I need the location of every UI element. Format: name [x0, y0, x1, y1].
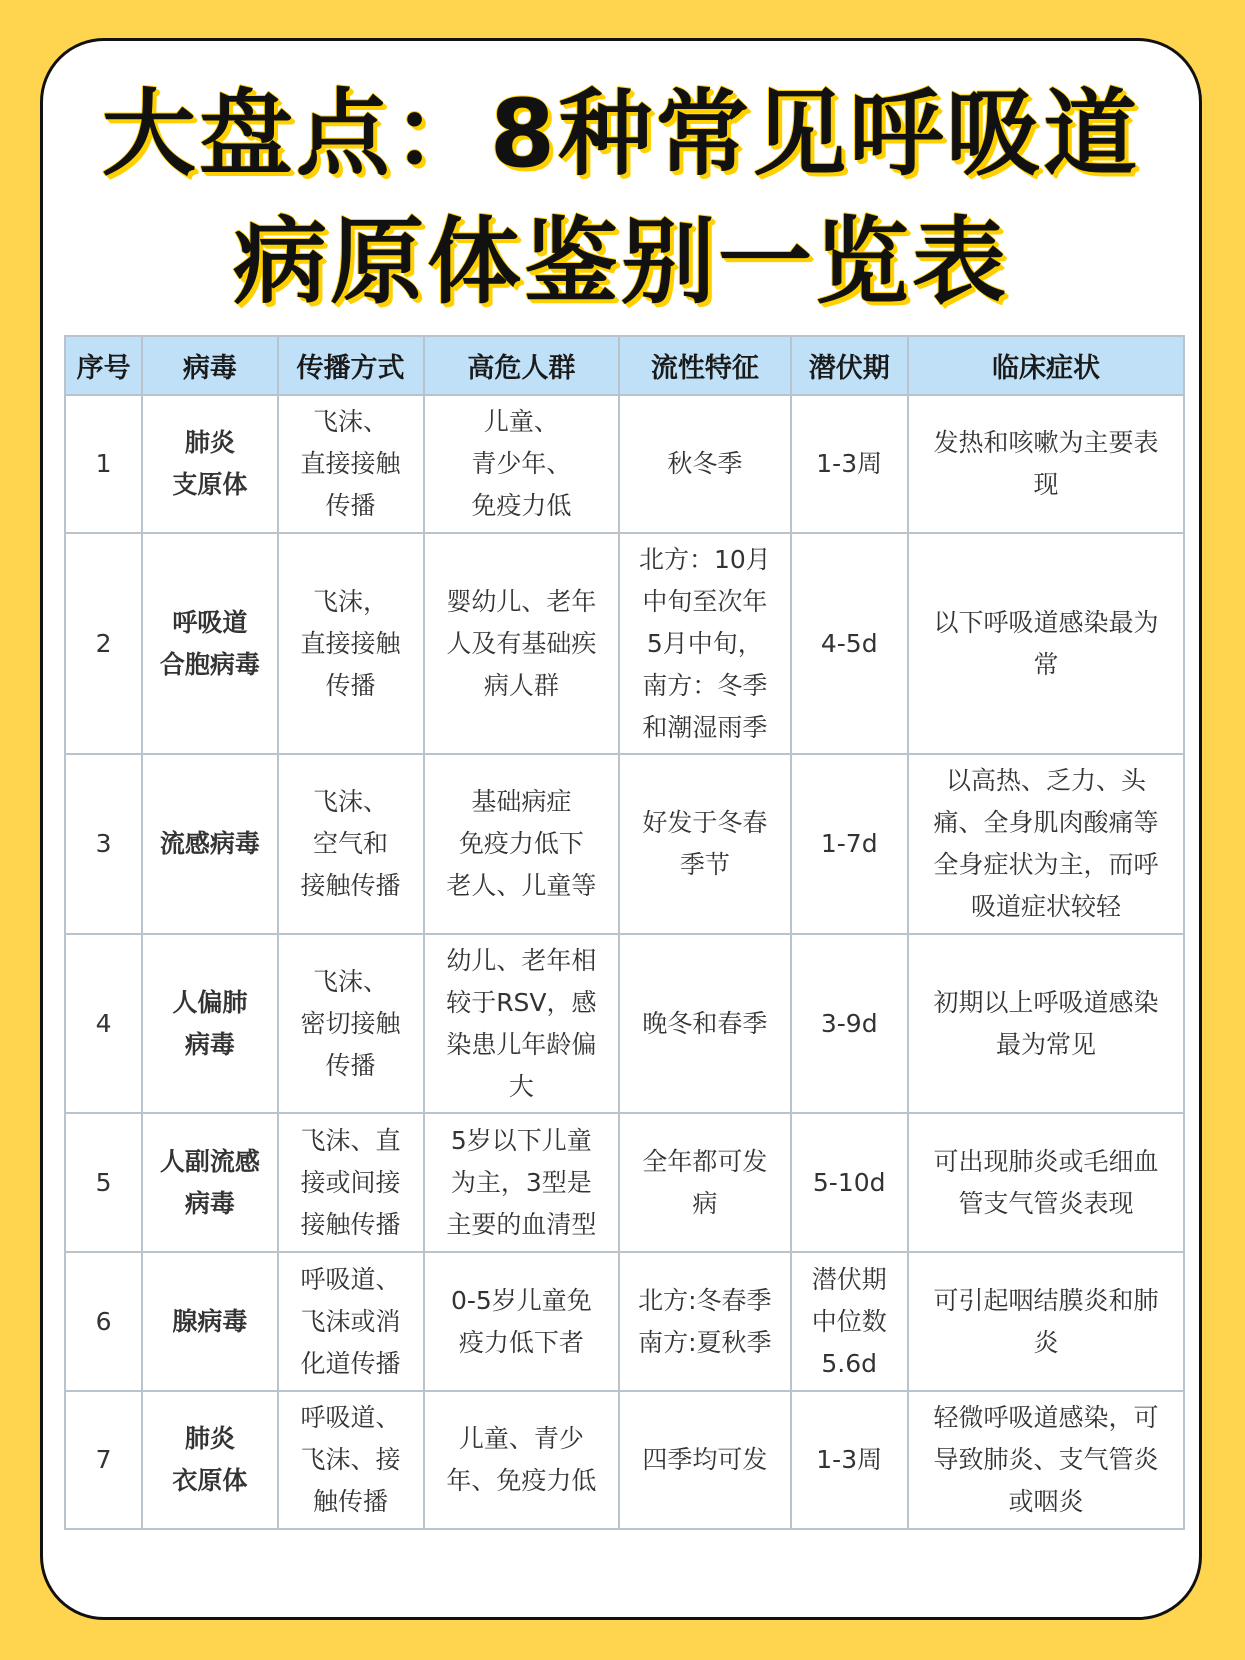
- risk-group-cell: 儿童、青少 年、免疫力低: [424, 1391, 620, 1529]
- risk-group-cell: 5岁以下儿童 为主，3型是 主要的血清型: [424, 1113, 620, 1252]
- risk-group-cell: 幼儿、老年相 较于RSV，感 染患儿年龄偏 大: [424, 934, 620, 1113]
- symptoms-cell: 初期以上呼吸道感染 最为常见: [908, 934, 1184, 1113]
- epidemic-cell: 秋冬季: [619, 395, 790, 533]
- transmission-cell: 呼吸道、 飞沫或消 化道传播: [278, 1252, 424, 1391]
- virus-name: 人偏肺 病毒: [142, 934, 277, 1113]
- table-row: [65, 1113, 1184, 1252]
- virus-name: 肺炎 衣原体: [142, 1391, 277, 1529]
- epidemic-cell: 四季均可发: [619, 1391, 790, 1529]
- risk-group-cell: 婴幼儿、老年 人及有基础疾 病人群: [424, 533, 620, 754]
- virus-name: 呼吸道 合胞病毒: [142, 533, 277, 754]
- epidemic-cell: 全年都可发 病: [619, 1113, 790, 1252]
- table-header-row: [65, 336, 1184, 395]
- header-incubation: 潜伏期: [791, 336, 908, 395]
- content-card: [40, 38, 1202, 1620]
- table-row: [65, 754, 1184, 934]
- header-symptoms: 临床症状: [908, 336, 1184, 395]
- transmission-cell: 飞沫、直 接或间接 接触传播: [278, 1113, 424, 1252]
- row-number: 2: [65, 533, 142, 754]
- row-number: 7: [65, 1391, 142, 1529]
- virus-name: 流感病毒: [142, 754, 277, 934]
- symptoms-cell: 可出现肺炎或毛细血 管支气管炎表现: [908, 1113, 1184, 1252]
- risk-group-cell: 基础病症 免疫力低下 老人、儿童等: [424, 754, 620, 934]
- risk-group-cell: 儿童、 青少年、 免疫力低: [424, 395, 620, 533]
- symptoms-cell: 发热和咳嗽为主要表 现: [908, 395, 1184, 533]
- virus-name: 肺炎 支原体: [142, 395, 277, 533]
- risk-group-cell: 0-5岁儿童免 疫力低下者: [424, 1252, 620, 1391]
- incubation-cell: 5-10d: [791, 1113, 908, 1252]
- row-number: 1: [65, 395, 142, 533]
- header-number: 序号: [65, 336, 142, 395]
- virus-name: 人副流感 病毒: [142, 1113, 277, 1252]
- header-virus: 病毒: [142, 336, 277, 395]
- epidemic-cell: 好发于冬春 季节: [619, 754, 790, 934]
- incubation-cell: 4-5d: [791, 533, 908, 754]
- pathogen-table: [64, 335, 1185, 1530]
- table-row: [65, 395, 1184, 533]
- row-number: 4: [65, 934, 142, 1113]
- table-row: [65, 1252, 1184, 1391]
- virus-name: 腺病毒: [142, 1252, 277, 1391]
- incubation-cell: 1-3周: [791, 1391, 908, 1529]
- header-risk-group: 高危人群: [424, 336, 620, 395]
- title-line-1: 大盘点：8种常见呼吸道: [101, 80, 1141, 189]
- header-epidemic: 流性特征: [619, 336, 790, 395]
- symptoms-cell: 以高热、乏力、头 痛、全身肌肉酸痛等 全身症状为主，而呼 吸道症状较轻: [908, 754, 1184, 934]
- row-number: 3: [65, 754, 142, 934]
- incubation-cell: 1-3周: [791, 395, 908, 533]
- symptoms-cell: 轻微呼吸道感染，可 导致肺炎、支气管炎 或咽炎: [908, 1391, 1184, 1529]
- symptoms-cell: 以下呼吸道感染最为 常: [908, 533, 1184, 754]
- table-row: [65, 934, 1184, 1113]
- transmission-cell: 飞沫、 空气和 接触传播: [278, 754, 424, 934]
- page-title: [43, 71, 1199, 327]
- incubation-cell: 1-7d: [791, 754, 908, 934]
- epidemic-cell: 晚冬和春季: [619, 934, 790, 1113]
- incubation-cell: 3-9d: [791, 934, 908, 1113]
- transmission-cell: 飞沫、 直接接触 传播: [278, 395, 424, 533]
- epidemic-cell: 北方:冬春季 南方:夏秋季: [619, 1252, 790, 1391]
- table-row: [65, 533, 1184, 754]
- transmission-cell: 飞沫、 密切接触 传播: [278, 934, 424, 1113]
- row-number: 6: [65, 1252, 142, 1391]
- header-transmission: 传播方式: [278, 336, 424, 395]
- transmission-cell: 呼吸道、 飞沫、接 触传播: [278, 1391, 424, 1529]
- incubation-cell: 潜伏期 中位数 5.6d: [791, 1252, 908, 1391]
- row-number: 5: [65, 1113, 142, 1252]
- symptoms-cell: 可引起咽结膜炎和肺 炎: [908, 1252, 1184, 1391]
- transmission-cell: 飞沫， 直接接触 传播: [278, 533, 424, 754]
- title-line-2: 病原体鉴别一览表: [232, 208, 1009, 317]
- table-row: [65, 1391, 1184, 1529]
- epidemic-cell: 北方：10月 中旬至次年 5月中旬， 南方：冬季 和潮湿雨季: [619, 533, 790, 754]
